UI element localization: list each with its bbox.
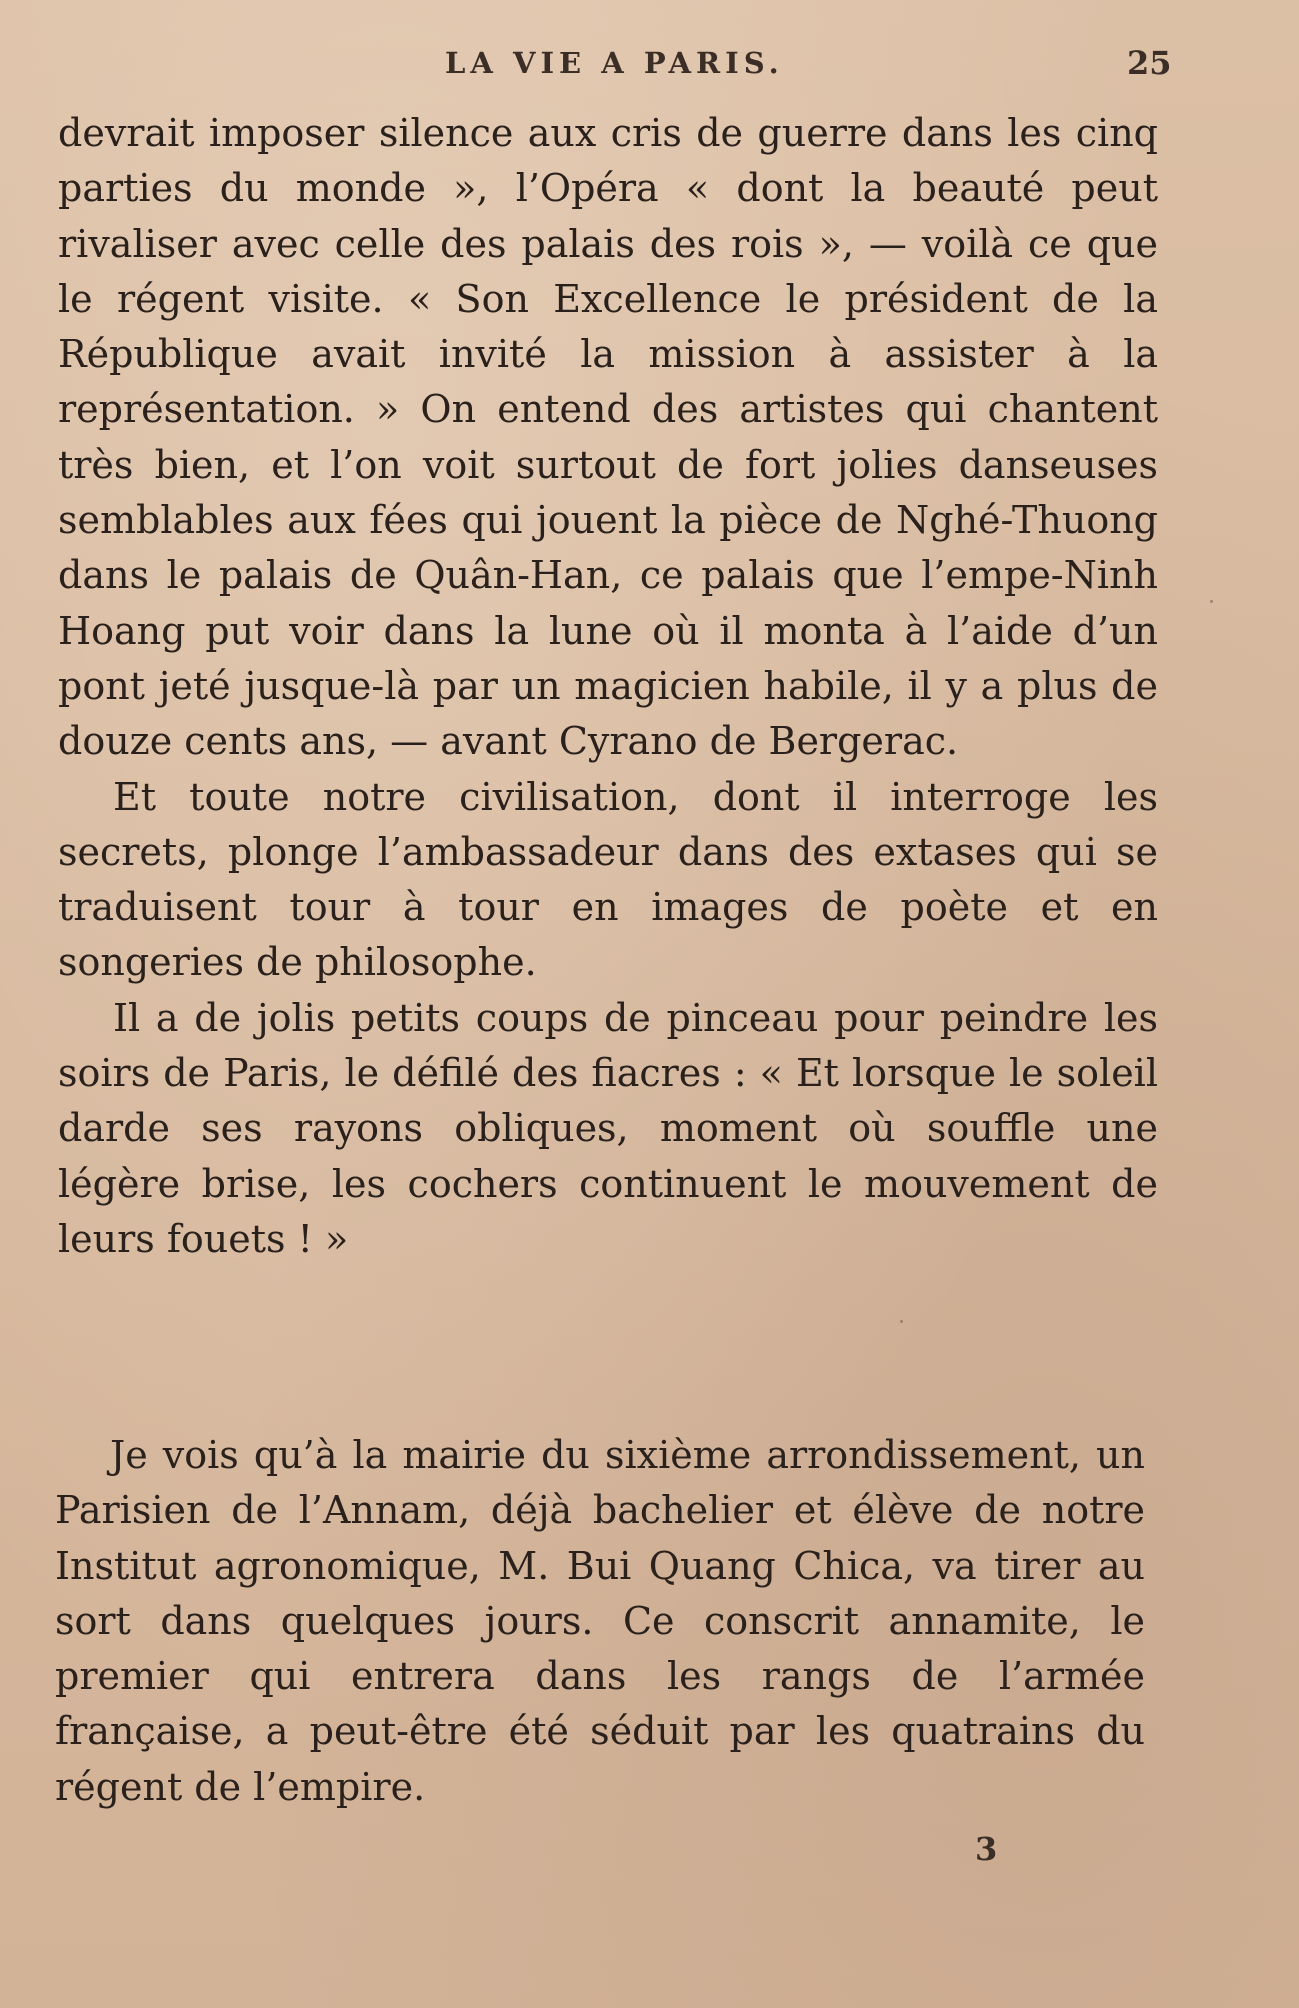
signature-mark: 3 <box>975 1830 998 1868</box>
running-head <box>0 38 1299 88</box>
paper-speck <box>640 1740 643 1743</box>
paper-speck <box>120 1180 123 1183</box>
text-block-top <box>58 106 1158 1267</box>
text-block-bottom <box>55 1428 1145 1815</box>
page-number: 25 <box>1127 44 1172 82</box>
paragraph-continuation: devrait imposer silence aux cris de guerre dans les cinq parties du monde », l’Opéra « dont la beauté peut rivaliser avec celle des palais des rois », — voilà ce que le régent visite. « Son Excellence le président de la République avait invité la mission à assister à la représentation. » On entend des artistes qui chantent très bien, et l’on voit surtout de fort jolies danseuses semblables aux fées qui jouent la pièce de Nghé-Thuong dans le palais de Quân-Han, ce palais que l’empe-Ninh Hoang put voir dans la lune où il monta à l’aide d’un pont jeté jusque-là par un magicien habile, il y a plus de douze cents ans, — avant Cyrano de Bergerac. <box>58 111 1158 764</box>
running-title: LA VIE A PARIS. <box>445 46 784 80</box>
paper-speck <box>900 1320 903 1323</box>
paragraph-conscrit: Je vois qu’à la mairie du sixième arrondissement, un Parisien de l’Annam, déjà bachelier et élève de notre Institut agronomique, M. Bui Quang Chica, va tirer au sort dans quelques jours. Ce conscrit annamite, le premier qui entrera dans les rangs de l’armée française, a peut-être été séduit par les quatrains du régent de l’empire. <box>55 1433 1145 1809</box>
paragraph-civilisation: Et toute notre civilisation, dont il interroge les secrets, plonge l’ambassadeur dans des extases qui se traduisent tour à tour en images de poète et en songeries de philosophe. <box>58 774 1158 985</box>
paper-speck <box>1210 600 1213 603</box>
paragraph-soirs-de-paris: Il a de jolis petits coups de pinceau pour peindre les soirs de Paris, le défilé des fiacres : « Et lorsque le soleil darde ses rayons obliques, moment où souffle une légère brise, les cochers continuent le mouvement de leurs fouets ! » <box>58 995 1158 1261</box>
